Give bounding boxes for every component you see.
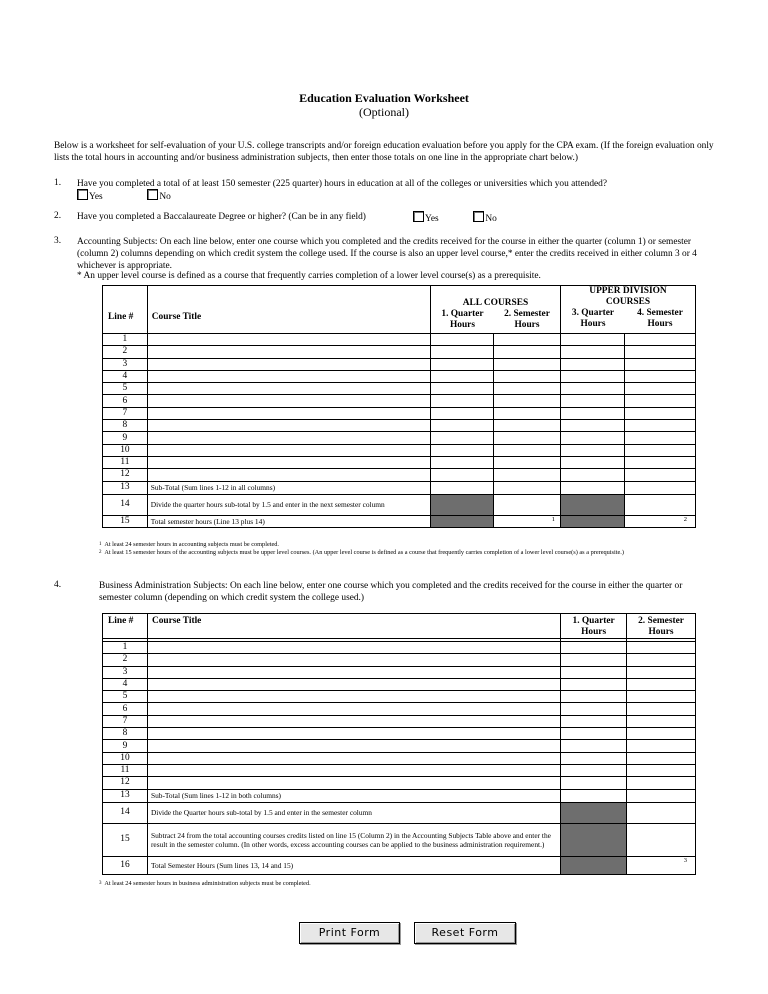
acct-col2-header: 2. Semester Hours: [504, 309, 550, 330]
acct-col4-cell[interactable]: [625, 334, 696, 346]
acct-line-14-label: Divide the quarter hours sub-total by 1.5 and enter in the next semester column: [147, 494, 430, 515]
acct-col1-cell[interactable]: [430, 346, 493, 358]
acct-col2-cell[interactable]: [494, 407, 561, 419]
bus-footnote-text: At least 24 semester hours in business administration subjects must be completed.: [104, 880, 311, 887]
acct-course-title-cell[interactable]: [147, 456, 430, 468]
bus-line-16-col1-shaded: [561, 856, 627, 874]
bus-footnote: [99, 880, 699, 888]
acct-col4-cell[interactable]: [625, 444, 696, 456]
page-title: Education Evaluation Worksheet: [299, 91, 469, 105]
bus-line-16-label: Total Semester Hours (Sum lines 13, 14 and 15): [147, 856, 560, 874]
acct-col2-cell[interactable]: [494, 432, 561, 444]
bus-line-number: 3: [103, 666, 148, 678]
acct-row-9: [103, 432, 696, 444]
acct-line-number: 4: [103, 370, 148, 382]
q2-yes-label: Yes: [425, 214, 439, 224]
bus-col1-cell[interactable]: [561, 666, 627, 678]
acct-col3-cell[interactable]: [560, 432, 624, 444]
acct-course-title-cell[interactable]: [147, 383, 430, 395]
acct-row-6: [103, 395, 696, 407]
acct-line-15-label: Total semester hours (Line 13 plus 14): [147, 515, 430, 527]
bus-row-10: [103, 752, 696, 764]
acct-line-13-col3[interactable]: [560, 481, 624, 494]
bus-row-3: [103, 666, 696, 678]
q4-number: 4.: [54, 580, 62, 590]
bus-col2-cell[interactable]: [627, 764, 696, 776]
bus-line-15-col2[interactable]: [627, 823, 696, 856]
acct-title-header: Course Title: [147, 286, 430, 334]
bus-line-16-col2[interactable]: [627, 856, 696, 874]
acct-col3-cell[interactable]: [560, 346, 624, 358]
acct-row-4: [103, 370, 696, 382]
bus-line-number: 8: [103, 728, 148, 740]
acct-line-number: 7: [103, 407, 148, 419]
bus-col2-cell[interactable]: [627, 777, 696, 789]
acct-upper-division-label: UPPER DIVISION COURSES: [589, 286, 667, 307]
bus-line-header: Line #: [103, 614, 148, 639]
acct-line-number: 6: [103, 395, 148, 407]
bus-col1-cell[interactable]: [561, 654, 627, 666]
acct-col2-cell[interactable]: [494, 456, 561, 468]
bus-line-number: 12: [103, 777, 148, 789]
bus-row-4: [103, 678, 696, 690]
acct-col4-cell[interactable]: [625, 395, 696, 407]
acct-line-13-label: Sub-Total (Sum lines 1-12 in all columns): [147, 481, 430, 494]
acct-line-number: 8: [103, 420, 148, 432]
acct-line-number: 12: [103, 469, 148, 481]
q2-text: Have you completed a Baccalaureate Degree or higher? (Can be in any field): [77, 212, 366, 222]
bus-line-13-col2[interactable]: [627, 789, 696, 802]
bus-line-number: 10: [103, 752, 148, 764]
acct-course-title-cell[interactable]: [147, 395, 430, 407]
bus-line-14-col2[interactable]: [627, 802, 696, 823]
bus-line-13-col1[interactable]: [561, 789, 627, 802]
acct-line-header: Line #: [103, 286, 148, 334]
acct-footnote-2: [99, 549, 709, 557]
bus-line-number: 2: [103, 654, 148, 666]
acct-col1-cell[interactable]: [430, 444, 493, 456]
acct-col3-cell[interactable]: [560, 383, 624, 395]
acct-col1-cell[interactable]: [430, 469, 493, 481]
bus-col2-cell[interactable]: [627, 740, 696, 752]
acct-row-10: [103, 444, 696, 456]
acct-col3-cell[interactable]: [560, 395, 624, 407]
acct-footnote-1: [99, 541, 709, 549]
bus-line-number: 7: [103, 715, 148, 727]
acct-col2-cell[interactable]: [494, 358, 561, 370]
acct-line-number: 10: [103, 444, 148, 456]
acct-line-15-col4[interactable]: [625, 515, 696, 527]
q2-number: 2.: [54, 211, 62, 221]
acct-col4-cell[interactable]: [625, 358, 696, 370]
q1-number: 1.: [54, 178, 62, 188]
bus-col2-cell[interactable]: [627, 691, 696, 703]
acct-line-number: 1: [103, 334, 148, 346]
intro-text: Below is a worksheet for self-evaluation of your U.S. college transcripts and/or foreign education evaluation before you apply for the CPA exam. (If the foreign evaluation only lists the total hours in accounting and/or business administration subjects, then enter those totals on one line in the appropriate chart below.): [54, 141, 714, 163]
acct-line-13-col2[interactable]: [494, 481, 561, 494]
bus-row-2: [103, 654, 696, 666]
bus-row-12: [103, 777, 696, 789]
acct-line-number: 11: [103, 456, 148, 468]
acct-course-title-cell[interactable]: [147, 432, 430, 444]
bus-col1-cell[interactable]: [561, 703, 627, 715]
acct-row-8: [103, 420, 696, 432]
acct-line-14-col3-shaded: [560, 494, 624, 515]
acct-line-13-col4[interactable]: [625, 481, 696, 494]
acct-col4-cell[interactable]: [625, 370, 696, 382]
business-table: [102, 613, 696, 875]
bus-line-13-label: Sub-Total (Sum lines 1-12 in both columns): [147, 789, 560, 802]
footnote-mark-2: 2: [683, 515, 687, 523]
acct-footnote-1-text: At least 24 semester hours in accounting subjects must be completed.: [104, 541, 280, 548]
acct-line-14-number: 14: [103, 494, 148, 515]
bus-course-title-cell[interactable]: [147, 715, 560, 727]
acct-row-1: [103, 334, 696, 346]
q2-no-label: No: [485, 214, 497, 224]
acct-col3-cell[interactable]: [560, 456, 624, 468]
acct-course-title-cell[interactable]: [147, 469, 430, 481]
acct-col3-cell[interactable]: [560, 334, 624, 346]
bus-col2-cell[interactable]: [627, 703, 696, 715]
acct-col4-cell[interactable]: [625, 420, 696, 432]
acct-row-11: [103, 456, 696, 468]
acct-line-number: 9: [103, 432, 148, 444]
acct-col1-cell[interactable]: [430, 420, 493, 432]
acct-col3-cell[interactable]: [560, 370, 624, 382]
bus-row-7: [103, 715, 696, 727]
bus-line-number: 4: [103, 678, 148, 690]
acct-course-title-cell[interactable]: [147, 358, 430, 370]
acct-col1-cell[interactable]: [430, 395, 493, 407]
bus-col2-header: 2. Semester Hours: [627, 614, 696, 639]
acct-line-number: 2: [103, 346, 148, 358]
acct-col4-cell[interactable]: [625, 407, 696, 419]
bus-course-title-cell[interactable]: [147, 678, 560, 690]
acct-row-7: [103, 407, 696, 419]
acct-line-15-col3-shaded: [560, 515, 624, 527]
q1-yes-label: Yes: [89, 192, 103, 202]
footnote-mark-1: 1: [551, 515, 555, 523]
bus-col1-cell[interactable]: [561, 764, 627, 776]
acct-col1-cell[interactable]: [430, 432, 493, 444]
bus-line-13-number: 13: [103, 789, 148, 802]
acct-course-title-cell[interactable]: [147, 407, 430, 419]
bus-line-14-col1-shaded: [561, 802, 627, 823]
acct-line-15-number: 15: [103, 515, 148, 527]
acct-col2-cell[interactable]: [494, 395, 561, 407]
bus-line-number: 11: [103, 764, 148, 776]
acct-col2-cell[interactable]: [494, 383, 561, 395]
bus-line-number: 9: [103, 740, 148, 752]
bus-course-title-cell[interactable]: [147, 752, 560, 764]
bus-line-number: 5: [103, 691, 148, 703]
acct-course-title-cell[interactable]: [147, 346, 430, 358]
acct-col3-cell[interactable]: [560, 407, 624, 419]
bus-course-title-cell[interactable]: [147, 764, 560, 776]
bus-col2-cell[interactable]: [627, 752, 696, 764]
acct-col1-header: 1. Quarter Hours: [441, 309, 484, 330]
bus-line-15-number: 15: [103, 823, 148, 856]
bus-row-11: [103, 764, 696, 776]
bus-col1-header: 1. Quarter Hours: [561, 614, 627, 639]
bus-col2-cell[interactable]: [627, 666, 696, 678]
print-form-button[interactable]: Print Form: [299, 922, 400, 944]
acct-col1-cell[interactable]: [430, 456, 493, 468]
acct-col3-cell[interactable]: [560, 469, 624, 481]
bus-course-title-cell[interactable]: [147, 642, 560, 654]
acct-col2-cell[interactable]: [494, 444, 561, 456]
bus-course-title-cell[interactable]: [147, 666, 560, 678]
bus-course-title-cell[interactable]: [147, 691, 560, 703]
acct-col1-cell[interactable]: [430, 370, 493, 382]
bus-line-15-label: Subtract 24 from the total accounting courses credits listed on line 15 (Column 2) in the Accounting Subjects Table above and enter the result in the semester column. (In other words, excess accounting courses can be applied to the business administration requirement.): [147, 823, 560, 856]
bus-line-16-number: 16: [103, 856, 148, 874]
bus-col1-cell[interactable]: [561, 678, 627, 690]
bus-col1-cell[interactable]: [561, 777, 627, 789]
q1-yes-checkbox[interactable]: [77, 189, 88, 200]
bus-row-5: [103, 691, 696, 703]
acct-course-title-cell[interactable]: [147, 444, 430, 456]
bus-col2-cell[interactable]: [627, 642, 696, 654]
q1-no-label: No: [159, 192, 171, 202]
acct-col2-cell[interactable]: [494, 420, 561, 432]
bus-col2-cell[interactable]: [627, 715, 696, 727]
bus-col1-cell[interactable]: [561, 752, 627, 764]
acct-row-3: [103, 358, 696, 370]
acct-col1-cell[interactable]: [430, 383, 493, 395]
q3-note: * An upper level course is defined as a course that frequently carries completion of a lower level course(s) as a prerequisite.: [77, 271, 541, 281]
bus-col1-cell[interactable]: [561, 642, 627, 654]
bus-course-title-cell[interactable]: [147, 654, 560, 666]
bus-line-number: 1: [103, 642, 148, 654]
bus-row-6: [103, 703, 696, 715]
bus-course-title-cell[interactable]: [147, 703, 560, 715]
acct-col1-cell[interactable]: [430, 358, 493, 370]
acct-all-courses-group: [430, 286, 560, 334]
acct-col4-cell[interactable]: [625, 432, 696, 444]
q3-text: Accounting Subjects: On each line below, enter one course which you completed and the credits received for the course in either the quarter (column 1) or semester (column 2) columns depending on which credit system the college used. If the course is also an upper level course,* enter the credits received in either column 3 or 4 whichever is appropriate.: [77, 237, 697, 271]
acct-line-14-col4[interactable]: [625, 494, 696, 515]
acct-footnote-2-mark: 2: [99, 550, 102, 555]
bus-title-header: Course Title: [147, 614, 560, 639]
acct-line-15-col1-shaded: [430, 515, 493, 527]
bus-col2-cell[interactable]: [627, 728, 696, 740]
acct-course-title-cell[interactable]: [147, 370, 430, 382]
acct-col3-header: 3. Quarter Hours: [571, 308, 615, 329]
acct-line-13-number: 13: [103, 481, 148, 494]
acct-course-title-cell[interactable]: [147, 420, 430, 432]
bus-course-title-cell[interactable]: [147, 777, 560, 789]
acct-col4-cell[interactable]: [625, 456, 696, 468]
reset-form-button[interactable]: Reset Form: [414, 922, 516, 944]
bus-course-title-cell[interactable]: [147, 740, 560, 752]
acct-upper-division-group: [560, 286, 695, 334]
q2-yes-checkbox[interactable]: [413, 211, 424, 222]
acct-row-5: [103, 383, 696, 395]
acct-footnote-2-text: At least 15 semester hours of the accounting subjects must be upper level courses. (An upper level course is defined as a course that frequently carries completion of a lower level course(s) as a prerequisite.): [104, 549, 624, 556]
acct-col2-cell[interactable]: [494, 334, 561, 346]
acct-col2-cell[interactable]: [494, 469, 561, 481]
acct-footnote-1-mark: 1: [99, 542, 102, 547]
bus-col1-cell[interactable]: [561, 691, 627, 703]
bus-footnote-mark: 3: [99, 881, 102, 886]
acct-col4-cell[interactable]: [625, 469, 696, 481]
acct-col3-cell[interactable]: [560, 444, 624, 456]
acct-line-15-col2[interactable]: [494, 515, 561, 527]
acct-col1-cell[interactable]: [430, 407, 493, 419]
acct-col4-header: 4. Semester Hours: [637, 308, 683, 329]
acct-col2-cell[interactable]: [494, 346, 561, 358]
bus-col1-cell[interactable]: [561, 715, 627, 727]
acct-col3-cell[interactable]: [560, 358, 624, 370]
q2-no-checkbox[interactable]: [473, 211, 484, 222]
acct-col1-cell[interactable]: [430, 334, 493, 346]
acct-footnotes: [99, 541, 709, 557]
acct-col4-cell[interactable]: [625, 383, 696, 395]
acct-line-13-col1[interactable]: [430, 481, 493, 494]
acct-course-title-cell[interactable]: [147, 334, 430, 346]
q3-number: 3.: [54, 236, 62, 246]
page-subtitle: (Optional): [359, 105, 409, 119]
acct-col2-cell[interactable]: [494, 370, 561, 382]
q2-options: [413, 211, 497, 225]
acct-col3-cell[interactable]: [560, 420, 624, 432]
bus-col1-cell[interactable]: [561, 728, 627, 740]
acct-row-2: [103, 346, 696, 358]
bus-line-number: 6: [103, 703, 148, 715]
footnote-mark-3: 3: [683, 856, 687, 864]
acct-all-courses-label: ALL COURSES: [462, 298, 529, 308]
bus-line-14-number: 14: [103, 802, 148, 823]
acct-line-14-col2[interactable]: [494, 494, 561, 515]
q1-options: [77, 189, 171, 203]
q1-no-checkbox[interactable]: [147, 189, 158, 200]
acct-line-number: 5: [103, 383, 148, 395]
bus-row-1: [103, 642, 696, 654]
accounting-table: [102, 285, 696, 528]
acct-row-12: [103, 469, 696, 481]
acct-line-number: 3: [103, 358, 148, 370]
bus-course-title-cell[interactable]: [147, 728, 560, 740]
q1-text: Have you completed a total of at least 150 semester (225 quarter) hours in education at all of the colleges or universities which you attended?: [77, 179, 608, 189]
bus-row-8: [103, 728, 696, 740]
acct-col4-cell[interactable]: [625, 346, 696, 358]
acct-line-14-col1-shaded: [430, 494, 493, 515]
bus-line-14-label: Divide the Quarter hours sub-total by 1.5 and enter in the semester column: [147, 802, 560, 823]
bus-col2-cell[interactable]: [627, 654, 696, 666]
bus-line-15-col1-shaded: [561, 823, 627, 856]
q4-text: Business Administration Subjects: On each line below, enter one course which you completed and the credits received for the course in either the quarter or semester column (depending on which credit system the college used.): [99, 581, 683, 603]
bus-col2-cell[interactable]: [627, 678, 696, 690]
bus-row-9: [103, 740, 696, 752]
bus-col1-cell[interactable]: [561, 740, 627, 752]
